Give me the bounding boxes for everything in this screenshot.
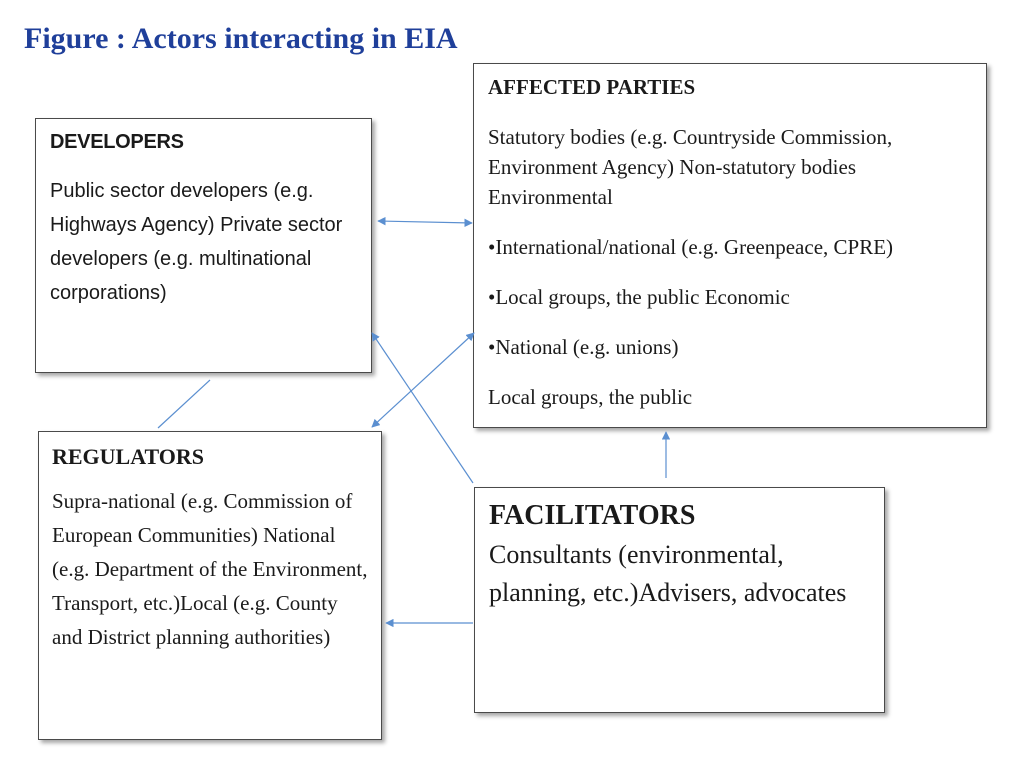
affected-parties-local-economic: •Local groups, the public Economic	[488, 285, 790, 309]
arrow-affected-regulators	[372, 333, 474, 427]
affected-parties-national: •National (e.g. unions)	[488, 335, 679, 359]
developers-box	[35, 118, 372, 373]
affected-parties-statutory: Statutory bodies (e.g. Countryside Commission, Environment Agency) Non-statutory bodies Environmental	[488, 125, 893, 209]
regulators-box	[38, 431, 382, 740]
regulators-header: REGULATORS	[52, 444, 205, 469]
facilitators-text: Consultants (environmental, planning, etc.)Advisers, advocates	[489, 540, 847, 607]
regulators-text: Supra-national (e.g. Commission of European Communities) National (e.g. Department of the Environment, Transport, etc.)Local (e.g. County and District planning authorities)	[52, 489, 368, 649]
developers-text: Public sector developers (e.g. Highways Agency) Private sector developers (e.g. multinational corporations)	[50, 180, 343, 304]
arrow-developers-affected	[378, 221, 472, 223]
affected-parties-local-public: Local groups, the public	[488, 385, 693, 409]
affected-parties-box	[473, 63, 987, 428]
affected-parties-international: •International/national (e.g. Greenpeace, CPRE)	[488, 235, 894, 259]
facilitators-header: FACILITATORS	[489, 500, 696, 531]
arrow-facilitators-developers	[372, 333, 473, 483]
arrow-developers-regulators	[158, 380, 210, 428]
developers-header: DEVELOPERS	[50, 131, 184, 153]
affected-parties-header: AFFECTED PARTIES	[488, 75, 696, 99]
page-title: Figure : Actors interacting in EIA	[24, 22, 458, 55]
facilitators-box	[474, 487, 885, 713]
